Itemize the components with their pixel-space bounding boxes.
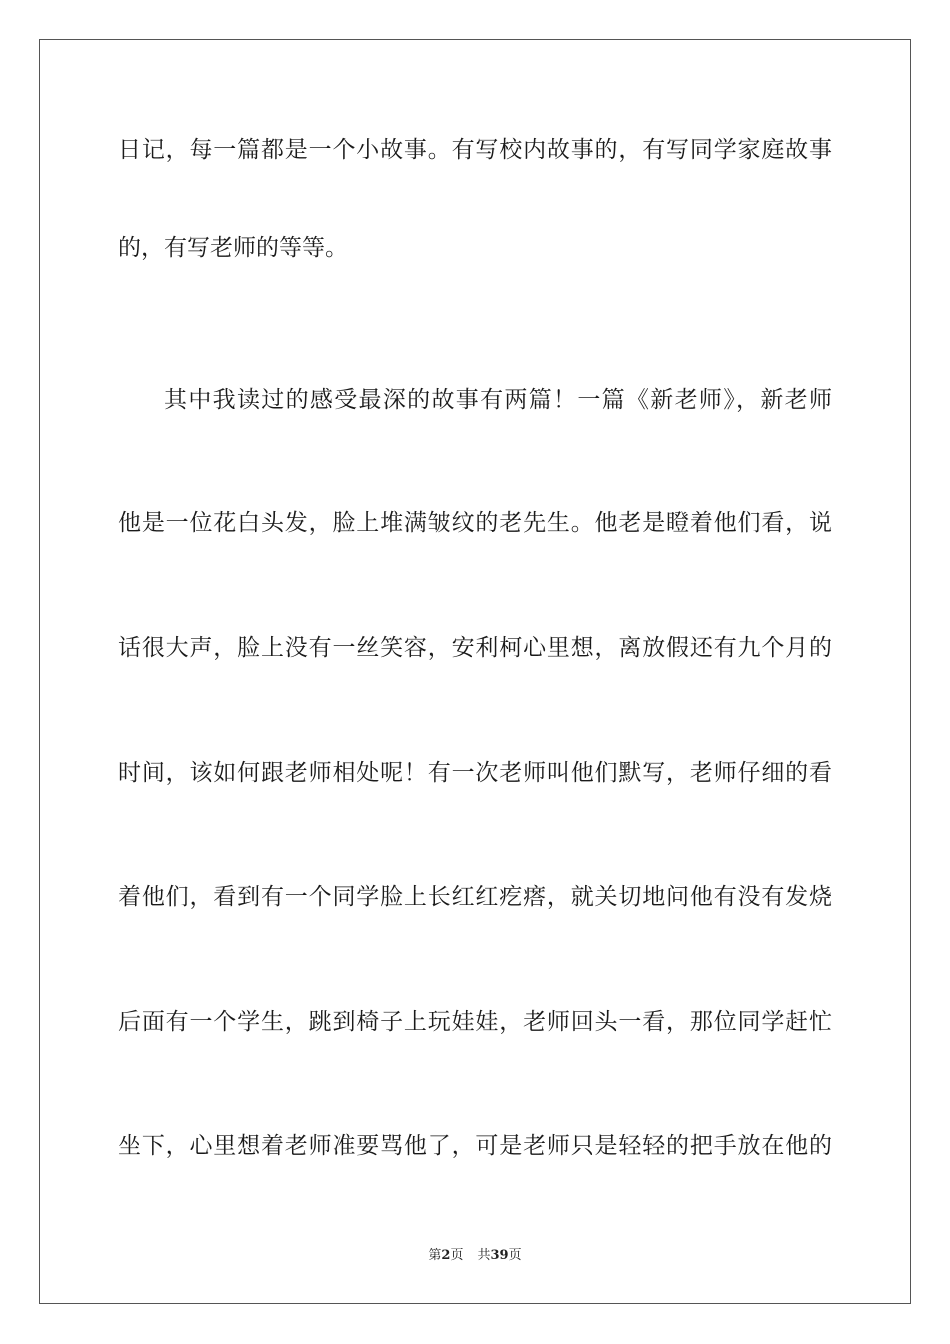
body-line-1: 日记，每一篇都是一个小故事。有写校内故事的，有写同学家庭故事 [118,137,832,163]
body-line-4: 他是一位花白头发，脸上堆满皱纹的老先生。他老是瞪着他们看，说 [118,510,832,536]
total-suffix: 页 [508,1248,522,1263]
body-line-5: 话很大声，脸上没有一丝笑容，安利柯心里想，离放假还有九个月的 [118,635,832,661]
body-line-7: 着他们，看到有一个同学脸上长红红疙瘩，就关切地问他有没有发烧 [118,884,832,910]
body-line-9: 坐下，心里想着老师准要骂他了，可是老师只是轻轻的把手放在他的 [118,1133,832,1159]
page-prefix: 第 [428,1248,442,1263]
body-line-6: 时间，该如何跟老师相处呢！有一次老师叫他们默写，老师仔细的看 [118,760,832,786]
total-prefix: 共 [477,1248,491,1263]
page-suffix: 页 [450,1248,464,1263]
body-line-2: 的，有写老师的等等。 [118,235,348,261]
total-pages: 39 [490,1248,509,1263]
body-line-8: 后面有一个学生，跳到椅子上玩娃娃，老师回头一看，那位同学赶忙 [118,1009,832,1035]
body-line-3: 其中我读过的感受最深的故事有两篇！一篇《新老师》，新老师 [164,387,832,413]
page-footer [0,1247,950,1265]
page-number: 2 [441,1248,451,1263]
